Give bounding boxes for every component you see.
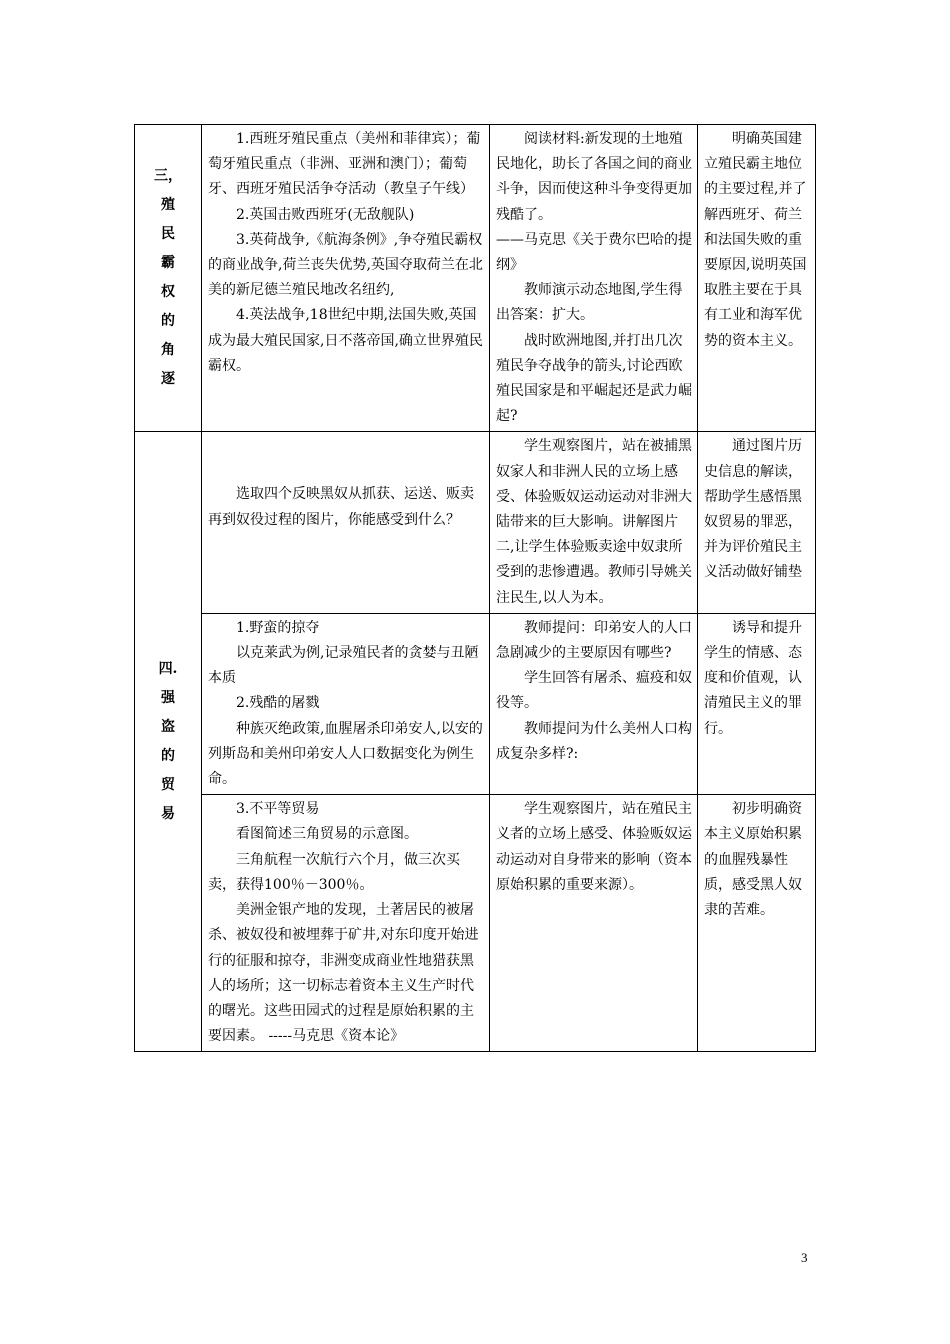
activity-cell (490, 795, 698, 1052)
activity-paragraph: 教师演示动态地图,学生得出答案：扩大。 (496, 282, 683, 324)
teaching-content-cell (202, 432, 490, 613)
section-char: 易 (161, 805, 175, 822)
content-paragraph: 3.不平等贸易 (236, 801, 320, 818)
section-char: 民 (161, 226, 175, 243)
content-paragraph: 2.英国击败西班牙(无敌舰队) (236, 206, 415, 223)
content-paragraph: 以克莱武为例,记录殖民者的贪婪与丑陋本质 (208, 645, 479, 687)
activity-paragraph: 学生观察图片，站在殖民主义者的立场上感受、体验贩奴运动运动对自身带来的影响（资本原始积累的重要来源）。 (496, 801, 692, 893)
section-heading-3 (135, 125, 202, 432)
section-char: 强 (161, 689, 175, 706)
section-char: 三， (154, 168, 182, 185)
content-paragraph: 2.残酷的屠戮 (236, 695, 320, 712)
purpose-cell (698, 613, 816, 794)
activity-paragraph: 教师提问：印弟安人的人口急剧减少的主要原因有哪些? (496, 619, 692, 662)
activity-paragraph: 学生观察图片，站在被捕黑奴家人和非洲人民的立场上感受、体验贩奴运动运动对非洲大陆带来的巨大影响。讲解图片二,让学生体验贩卖途中奴隶所受到的悲惨遭遇。教师引导姚关注民生,以人为本。 (496, 438, 692, 606)
section-char: 权 (161, 284, 175, 301)
section-char: 殖 (161, 197, 175, 214)
activity-cell (490, 432, 698, 613)
purpose-cell (698, 125, 816, 432)
section-char: 的 (161, 313, 175, 330)
content-paragraph: 4.英法战争,18世纪中期,法国失败,英国成为最大殖民国家,日不落帝国,确立世界殖民霸权。 (208, 307, 483, 374)
content-paragraph: 1.西班牙殖民重点（美州和菲律宾）；葡萄牙殖民重点（非洲、亚洲和澳门）；葡萄牙、西班牙殖民活争夺活动（教皇子午线） (208, 131, 481, 198)
section-char: 贸 (161, 776, 175, 793)
content-paragraph: 1.野蛮的掠夺 (236, 619, 320, 636)
section-heading-4 (135, 432, 202, 1052)
table-row (135, 125, 816, 432)
content-paragraph: 看图简述三角贸易的示意图。 (236, 826, 418, 843)
purpose-cell (698, 795, 816, 1052)
activity-paragraph: 阅读材料:新发现的土地殖民地化，助长了各国之间的商业斗争，因而使这种斗争变得更加残酷了。 (496, 131, 692, 223)
content-paragraph: 3.英荷战争,《航海条例》,争夺殖民霸权的商业战争,荷兰丧失优势,英国夺取荷兰在北美的新尼德兰殖民地改名纽约, (208, 231, 483, 299)
teaching-content-cell (202, 795, 490, 1052)
purpose-cell (698, 432, 816, 613)
activity-cell (490, 125, 698, 432)
section-char: 的 (161, 747, 175, 764)
content-paragraph: 选取四个反映黑奴从抓获、运送、贩卖再到奴役过程的图片，你能感受到什么？ (208, 486, 474, 528)
activity-cell (490, 613, 698, 794)
table-row (135, 613, 816, 794)
purpose-paragraph: 明确英国建立殖民霸主地位的主要过程,并了解西班牙、荷兰和法国失败的重要原因,说明英国取胜主要在于具有工业和海军优势的资本主义。 (704, 131, 807, 349)
content-paragraph: 美洲金银产地的发现，土著居民的被屠杀、被奴役和被埋葬于矿井,对东印度开始进行的征服和掠夺，非洲变成商业性地猎获黑人的场所；这一切标志着资本主义生产时代的曙光。这些田园式的过程是原始积累的主要因素。 -----马克思《资本论》 (208, 902, 479, 1045)
page-number: 3 (801, 1250, 808, 1265)
lesson-plan-table (134, 124, 816, 1052)
activity-citation: ——马克思《关于费尔巴哈的提纲》 (496, 231, 692, 274)
table-row (135, 795, 816, 1052)
content-paragraph: 三角航程一次航行六个月，做三次买卖，获得100％－300％。 (208, 851, 460, 893)
activity-paragraph: 战时欧洲地图,并打出几次殖民争夺战争的箭头,讨论西欧殖民国家是和平崛起还是武力崛起? (496, 332, 692, 425)
purpose-paragraph: 通过图片历史信息的解读，帮助学生感悟黑奴贸易的罪恶，并为评价殖民主义活动做好铺垫 (704, 438, 802, 581)
teaching-content-cell (202, 125, 490, 432)
purpose-paragraph: 初步明确资本主义原始积累的血腥残暴性质，感受黑人奴隶的苦难。 (704, 801, 802, 919)
purpose-paragraph: 诱导和提升学生的情感、态度和价值观，认清殖民主义的罪行。 (704, 619, 802, 737)
section-char: 角 (161, 342, 175, 359)
table-row (135, 432, 816, 613)
content-paragraph: 种族灭绝政策,血腥屠杀印弟安人,以安的列斯岛和美州印弟安人人口数据变化为例生命。 (208, 720, 483, 788)
teaching-content-cell (202, 613, 490, 794)
section-char: 盗 (161, 718, 175, 735)
section-char: 四. (158, 660, 178, 677)
activity-paragraph: 教师提问为什么美州人口构成复杂多样?: (496, 720, 692, 762)
section-char: 逐 (161, 371, 175, 388)
section-char: 霸 (161, 255, 175, 272)
activity-paragraph: 学生回答有屠杀、瘟疫和奴役等。 (496, 670, 692, 712)
